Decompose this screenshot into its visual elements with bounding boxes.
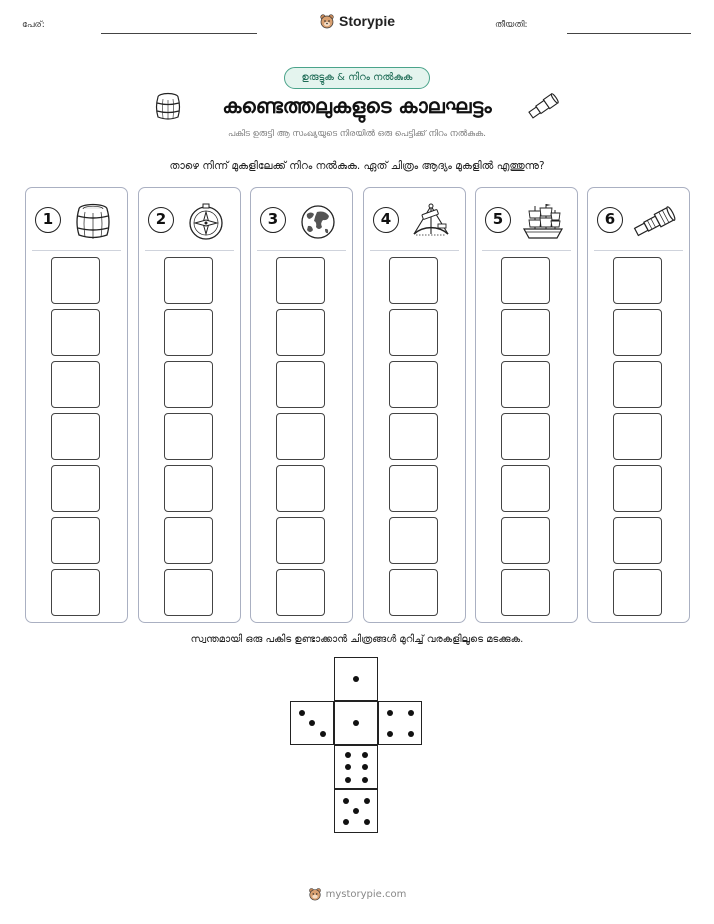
color-box[interactable] [501, 413, 550, 460]
column-number: 3 [260, 207, 286, 233]
color-box[interactable] [501, 257, 550, 304]
dice-net-caption: സ്വന്തമായി ഒരു പകിട ഉണ്ടാക്കാൻ ചിത്രങ്ങൾ മുറിച്ച് വരകളിലൂടെ മടക്കുക. [190, 634, 524, 645]
date-line[interactable] [567, 33, 691, 34]
dice-pip [343, 798, 349, 804]
compass-icon [183, 202, 229, 242]
dice-pip [299, 710, 305, 716]
column-number: 2 [148, 207, 174, 233]
dice-pip [408, 731, 414, 737]
color-box[interactable] [613, 517, 662, 564]
column-number: 4 [373, 207, 399, 233]
dice-pip [343, 819, 349, 825]
color-box[interactable] [389, 309, 438, 356]
color-box[interactable] [389, 361, 438, 408]
dice-pip [408, 710, 414, 716]
ship-icon [520, 202, 566, 242]
column-5 [475, 187, 578, 623]
column-1 [25, 187, 128, 623]
sextant-icon [408, 202, 454, 242]
dice-pip [320, 731, 326, 737]
bear-mascot-icon [308, 887, 322, 901]
dice-face-1 [334, 657, 378, 701]
color-box[interactable] [613, 465, 662, 512]
dice-pip [353, 676, 359, 682]
dice-pip [345, 752, 351, 758]
color-box[interactable] [613, 361, 662, 408]
footer [0, 886, 714, 905]
dice-pip [309, 720, 315, 726]
color-box[interactable] [51, 465, 100, 512]
spyglass-icon [526, 92, 560, 120]
color-box[interactable] [613, 569, 662, 616]
color-box[interactable] [51, 361, 100, 408]
color-box[interactable] [389, 517, 438, 564]
color-box[interactable] [51, 309, 100, 356]
column-2 [138, 187, 241, 623]
dice-pip [353, 808, 359, 814]
color-box[interactable] [51, 257, 100, 304]
dice-pip [387, 731, 393, 737]
name-line[interactable] [101, 33, 257, 34]
dice-pip [362, 764, 368, 770]
dice-pip [353, 720, 359, 726]
color-box[interactable] [501, 517, 550, 564]
dice-pip [387, 710, 393, 716]
color-box[interactable] [276, 413, 325, 460]
dice-pip [362, 752, 368, 758]
dice-pip [345, 777, 351, 783]
dice-face-6 [334, 745, 378, 789]
color-box[interactable] [164, 517, 213, 564]
color-box[interactable] [276, 309, 325, 356]
brand-logo [0, 13, 714, 33]
color-box[interactable] [276, 569, 325, 616]
dice-face-5 [334, 789, 378, 833]
color-box[interactable] [164, 569, 213, 616]
color-box[interactable] [276, 465, 325, 512]
color-box[interactable] [501, 465, 550, 512]
column-number: 5 [485, 207, 511, 233]
color-box[interactable] [501, 361, 550, 408]
color-box[interactable] [389, 257, 438, 304]
bear-mascot-icon [319, 13, 335, 29]
color-box[interactable] [613, 309, 662, 356]
dice-pip [345, 764, 351, 770]
color-box[interactable] [501, 309, 550, 356]
color-box[interactable] [164, 361, 213, 408]
dice-face-3 [290, 701, 334, 745]
color-box[interactable] [164, 257, 213, 304]
barrel-icon [70, 202, 116, 242]
activity-pill: ഉരുട്ടുക & നിറം നൽകുക [284, 67, 430, 89]
name-label: പേര്: [22, 20, 45, 30]
color-box[interactable] [613, 257, 662, 304]
column-number: 6 [597, 207, 623, 233]
color-box[interactable] [389, 413, 438, 460]
dice-pip [364, 798, 370, 804]
dice-face-4 [378, 701, 422, 745]
color-box[interactable] [389, 465, 438, 512]
color-box[interactable] [389, 569, 438, 616]
subtitle: പകിട ഉരുട്ടി ആ സംഖ്യയുടെ നിരയിൽ ഒരു പെട്ടിക്ക് നിറം നൽകുക. [228, 129, 486, 139]
color-box[interactable] [276, 517, 325, 564]
color-box[interactable] [276, 257, 325, 304]
color-box[interactable] [51, 413, 100, 460]
page-title: കണ്ടെത്തലുകളുടെ കാലഘട്ടം [222, 94, 492, 118]
spyglass-icon [632, 202, 678, 242]
color-box[interactable] [164, 309, 213, 356]
instruction-text: താഴെ നിന്ന് മുകളിലേക്ക് നിറം നൽകുക. ഏത് ചിത്രം ആദ്യം മുകളിൽ എത്തുന്നു? [169, 160, 545, 172]
color-box[interactable] [51, 517, 100, 564]
globe-icon [295, 202, 341, 242]
color-box[interactable] [164, 465, 213, 512]
column-number: 1 [35, 207, 61, 233]
color-box[interactable] [613, 413, 662, 460]
color-box[interactable] [276, 361, 325, 408]
dice-face-1 [334, 701, 378, 745]
color-box[interactable] [501, 569, 550, 616]
color-box[interactable] [51, 569, 100, 616]
column-3 [250, 187, 353, 623]
dice-pip [364, 819, 370, 825]
date-label: തീയതി: [495, 20, 528, 30]
footer-url[interactable]: mystorypie.com [325, 888, 407, 900]
column-4 [363, 187, 466, 623]
brand-name: Storypie [338, 13, 395, 29]
column-6 [587, 187, 690, 623]
dice-pip [362, 777, 368, 783]
color-box[interactable] [164, 413, 213, 460]
